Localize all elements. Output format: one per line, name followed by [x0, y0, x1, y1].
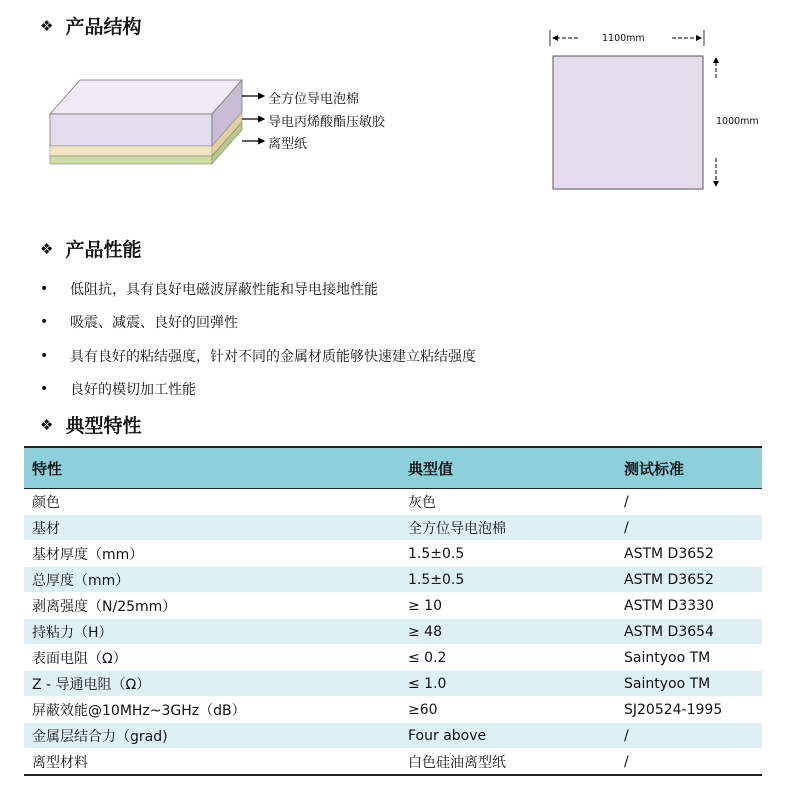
cell-standard: /: [616, 749, 762, 776]
layer-label-liner: 离型纸: [268, 137, 308, 152]
cell-value: ≥60: [400, 697, 616, 723]
cell-property: 持粘力（H）: [24, 619, 400, 645]
cell-standard: Saintyoo TM: [616, 645, 762, 671]
cell-property: 金属层结合力（grad): [24, 723, 400, 749]
section-title-structure-text: 产品结构: [65, 16, 142, 38]
feature-list: [40, 272, 476, 406]
header-test-standard: 测试标准: [616, 447, 762, 489]
height-label: 1000mm: [716, 116, 759, 127]
section-title-performance-text: 产品性能: [65, 239, 142, 261]
cell-property: 颜色: [24, 489, 400, 515]
table-row: [24, 541, 762, 567]
feature-text: 良好的模切加工性能: [70, 382, 196, 399]
cell-value: ≤ 1.0: [400, 671, 616, 697]
adhesive-front: [50, 146, 212, 156]
table-row: [24, 749, 762, 776]
cell-value: ≥ 48: [400, 619, 616, 645]
list-item: [40, 306, 476, 340]
cell-property: 离型材料: [24, 749, 400, 776]
foam-front: [50, 114, 212, 146]
header-typical-value: 典型值: [400, 447, 616, 489]
table-row: [24, 697, 762, 723]
cell-property: Z - 导通电阻（Ω）: [24, 671, 400, 697]
cell-value: 灰色: [400, 489, 616, 515]
feature-text: 具有良好的粘结强度，针对不同的金属材质能够快速建立粘结强度: [70, 348, 476, 365]
section-title-typical: [40, 411, 141, 438]
cell-property: 基材: [24, 515, 400, 541]
layer-label-adhesive: 导电丙烯酸酯压敏胶: [268, 115, 386, 130]
cell-value: ≥ 10: [400, 593, 616, 619]
table-row: [24, 723, 762, 749]
cell-value: Four above: [400, 723, 616, 749]
cell-standard: SJ20524-1995: [616, 697, 762, 723]
liner-front: [50, 156, 212, 164]
table-row: [24, 593, 762, 619]
cell-property: 剥离强度（N/25mm）: [24, 593, 400, 619]
cell-property: 表面电阻（Ω）: [24, 645, 400, 671]
cell-value: 白色硅油离型纸: [400, 749, 616, 776]
bullet-dot-icon: •: [40, 381, 49, 398]
section-title-structure: [40, 12, 141, 39]
layer-arrows: [240, 88, 270, 150]
diamond-bullet-icon: ❖: [40, 16, 54, 35]
cell-standard: ASTM D3652: [616, 567, 762, 593]
typical-properties-table: [24, 446, 762, 776]
cell-standard: ASTM D3654: [616, 619, 762, 645]
cell-property: 总厚度（mm）: [24, 567, 400, 593]
diamond-bullet-icon: ❖: [40, 415, 54, 434]
list-item: [40, 272, 476, 306]
table-row: [24, 489, 762, 515]
cell-property: 基材厚度（mm）: [24, 541, 400, 567]
dimension-diagram: [548, 28, 748, 194]
cell-value: ≤ 0.2: [400, 645, 616, 671]
cell-standard: /: [616, 489, 762, 515]
section-title-typical-text: 典型特性: [65, 415, 142, 437]
cell-standard: ASTM D3652: [616, 541, 762, 567]
cell-value: 1.5±0.5: [400, 541, 616, 567]
sheet-square: [553, 56, 703, 189]
width-label: 1100mm: [602, 33, 645, 44]
layer-label-foam: 全方位导电泡棉: [268, 92, 360, 107]
table-row: [24, 567, 762, 593]
feature-text: 吸震、减震、良好的回弹性: [70, 315, 238, 332]
section-title-performance: [40, 235, 141, 262]
cell-standard: /: [616, 515, 762, 541]
foam-top: [50, 80, 242, 114]
table-row: [24, 645, 762, 671]
list-item: [40, 373, 476, 407]
cell-standard: /: [616, 723, 762, 749]
cell-property: 屏蔽效能@10MHz~3GHz（dB）: [24, 697, 400, 723]
table-row: [24, 515, 762, 541]
table-row: [24, 671, 762, 697]
list-item: [40, 339, 476, 373]
bullet-dot-icon: •: [40, 314, 49, 331]
header-property: 特性: [24, 447, 400, 489]
table-row: [24, 619, 762, 645]
cell-standard: Saintyoo TM: [616, 671, 762, 697]
cell-value: 全方位导电泡棉: [400, 515, 616, 541]
diamond-bullet-icon: ❖: [40, 239, 54, 258]
bullet-dot-icon: •: [40, 280, 49, 297]
cell-value: 1.5±0.5: [400, 567, 616, 593]
table-header-row: [24, 447, 762, 489]
bullet-dot-icon: •: [40, 347, 49, 364]
layer-structure-diagram: [40, 70, 270, 180]
cell-standard: ASTM D3330: [616, 593, 762, 619]
feature-text: 低阻抗，具有良好电磁波屏蔽性能和导电接地性能: [70, 281, 378, 298]
